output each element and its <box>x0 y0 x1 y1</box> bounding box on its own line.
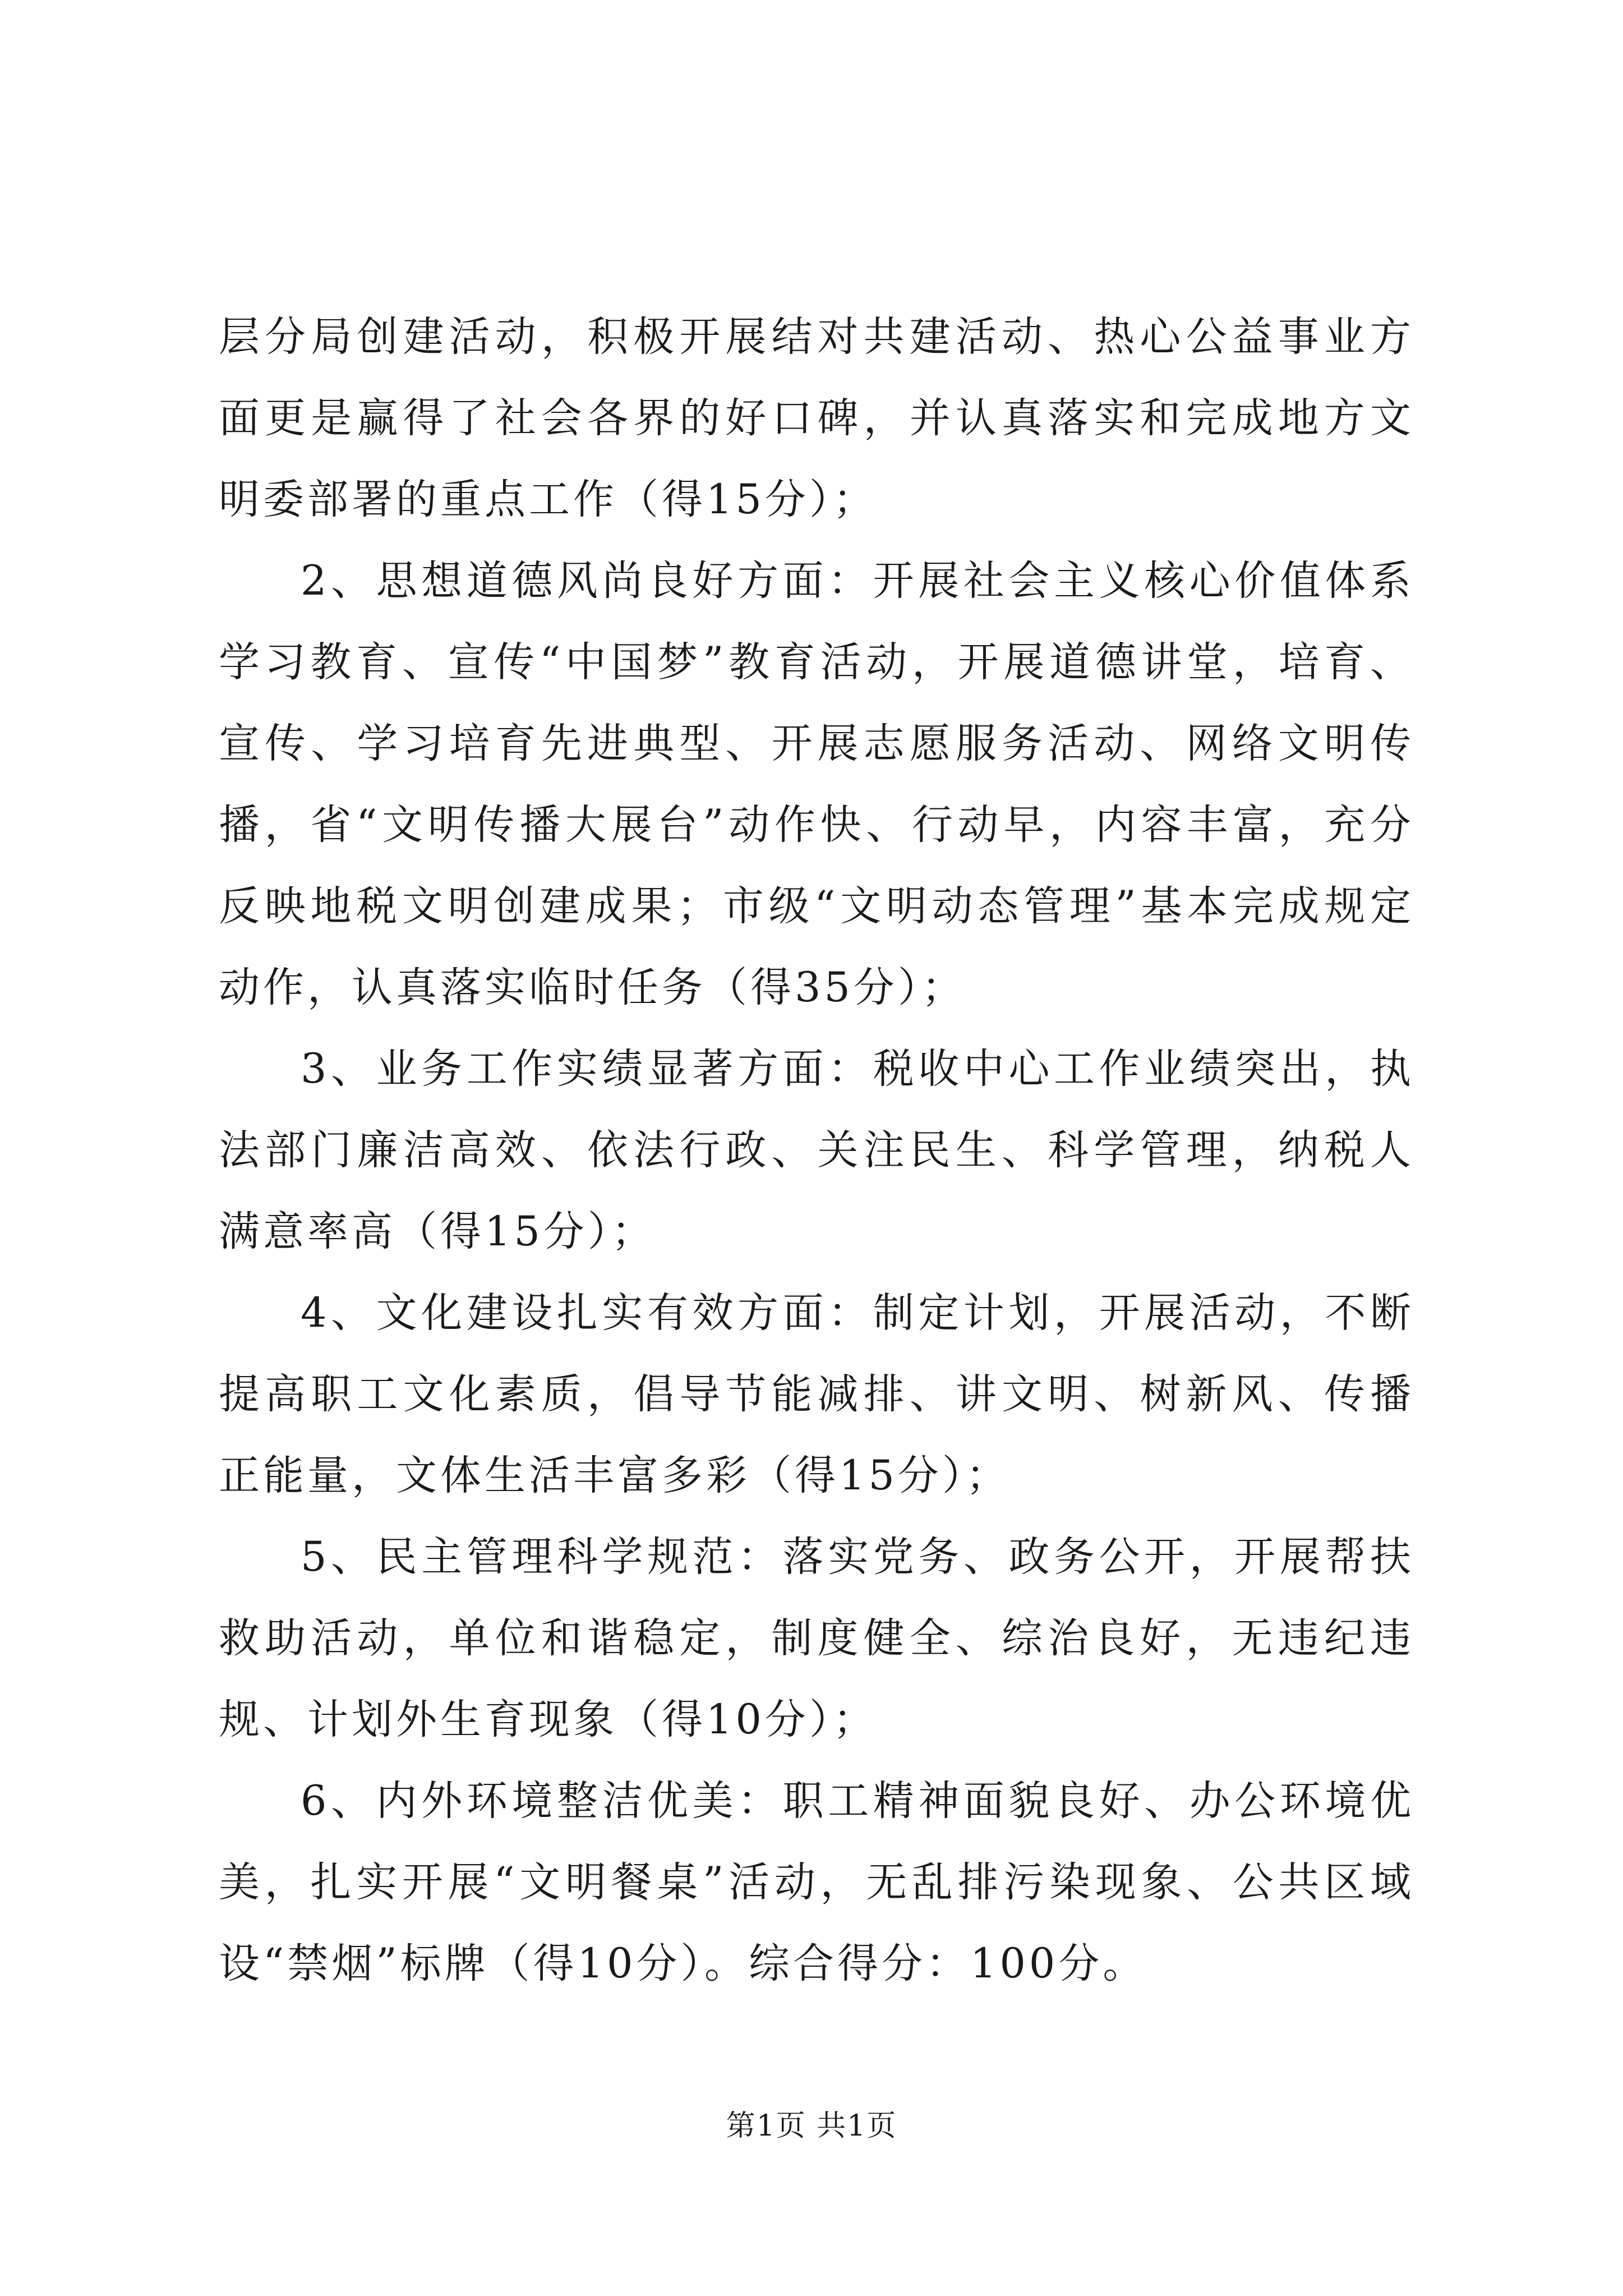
paragraph-item-3: 3、业务工作实绩显著方面：税收中心工作业绩突出，执法部门廉洁高效、依法行政、关注民生、科学管理，纳税人满意率高（得15分）； <box>219 1045 1414 1255</box>
page-number-footer: 第1页 共1页 <box>726 2109 897 2143</box>
paragraph-item-4: 4、文化建设扎实有效方面：制定计划，开展活动，不断提高职工文化素质，倡导节能减排、讲文明、树新风、传播正能量，文体生活丰富多彩（得15分）； <box>219 1289 1414 1499</box>
paragraph-item-5: 5、民主管理科学规范：落实党务、政务公开，开展帮扶救助活动，单位和谐稳定，制度健全、综治良好，无违纪违规、计划外生育现象（得10分）； <box>219 1533 1414 1743</box>
paragraph-item-6: 6、内外环境整洁优美：职工精神面貌良好、办公环境优美，扎实开展“文明餐桌”活动，无乱排污染现象、公共区域设“禁烟”标牌（得10分）。综合得分：100分。 <box>219 1777 1414 1987</box>
paragraph-item-2: 2、思想道德风尚良好方面：开展社会主义核心价值体系学习教育、宣传“中国梦”教育活动，开展道德讲堂，培育、宣传、学习培育先进典型、开展志愿服务活动、网络文明传播，省“文明传播大展台”动作快、行动早，内容丰富，充分反映地税文明创建成果；市级“文明动态管理”基本完成规定动作，认真落实临时任务（得35分）； <box>219 557 1414 1011</box>
paragraph-continuation: 层分局创建活动，积极开展结对共建活动、热心公益事业方面更是赢得了社会各界的好口碑，并认真落实和完成地方文明委部署的重点工作（得15分）； <box>219 313 1414 523</box>
document-body <box>219 296 1414 2004</box>
